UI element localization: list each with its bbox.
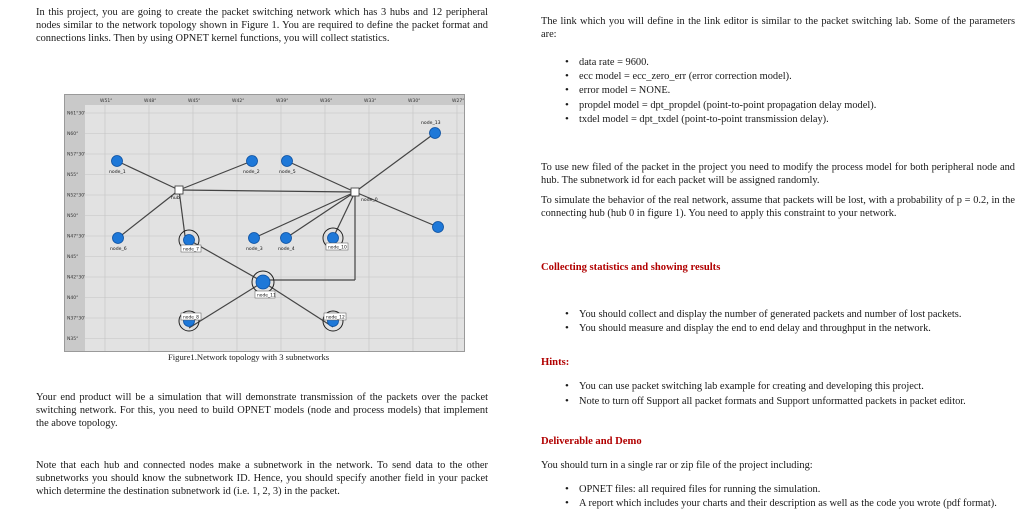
list-item: • txdel model = dpt_txdel (point-to-point transmission delay). — [541, 113, 1011, 126]
node-2-icon[interactable] — [247, 156, 258, 167]
collecting-heading: Collecting statistics and showing results — [541, 262, 721, 273]
map-area — [85, 105, 464, 351]
latitude-label: N37°30' — [67, 316, 86, 322]
node-14-icon[interactable] — [433, 222, 444, 233]
label-node-8: node_8 — [183, 315, 199, 321]
note-paragraph: Note that each hub and connected nodes make a subnetwork in the network. To send data to the other subnetworks you should know the subnetwork ID. Hence, you should specify another field in your packet which determine the destination subnetwork id (i.e. 1, 2, 3) in the packet. — [36, 460, 488, 498]
node-13-icon[interactable] — [430, 128, 441, 139]
label-node-2: node_2 — [243, 170, 260, 175]
topology-diagram — [65, 95, 464, 351]
node-3-icon[interactable] — [249, 233, 260, 244]
label-hub: hub — [171, 196, 180, 201]
intro-paragraph: In this project, you are going to create the packet switching network which has 3 hubs and 12 peripheral nodes similar to the network topology shown in Figure 1. You are required to define the packet format and connections links. Then by using OPNET kernel functions, you will collect statistics. — [36, 7, 488, 45]
list-item: • error model = NONE. — [541, 84, 1011, 97]
latitude-label: N57°30' — [67, 152, 86, 158]
longitude-label: W27° — [452, 99, 464, 104]
deliverables-list — [541, 483, 1011, 513]
hub-2-icon[interactable] — [351, 188, 359, 196]
network-topology-figure — [64, 94, 465, 352]
label-node-5: node_5 — [279, 170, 296, 175]
longitude-label: W33° — [364, 99, 377, 104]
list-item: • You should collect and display the number of generated packets and number of lost packets. — [541, 308, 1001, 321]
node-5-icon[interactable] — [282, 156, 293, 167]
label-node-1: node_1 — [109, 170, 126, 175]
label-node-3: node_3 — [246, 247, 263, 252]
longitude-label: W45° — [188, 99, 201, 104]
label-node-11: node_11 — [257, 293, 276, 299]
list-item: • propdel model = dpt_propdel (point-to-point propagation delay model). — [541, 99, 1011, 112]
list-item: • Note to turn off Support all packet formats and Support unformatted packets in packet editor. — [541, 395, 1001, 408]
list-item: • A report which includes your charts and their description as well as the code you wrote (pdf format). — [541, 497, 1011, 510]
node-6-icon[interactable] — [113, 233, 124, 244]
label-hub-2: node_0 — [361, 198, 378, 203]
node-10-icon[interactable] — [328, 233, 339, 244]
latitude-label: N60° — [67, 132, 79, 137]
latitude-label: N42°30' — [67, 275, 86, 281]
list-item: • You should measure and display the end to end delay and throughput in the network. — [541, 322, 1001, 335]
latitude-label: N52°30' — [67, 193, 86, 199]
label-node-10: node_10 — [328, 245, 347, 251]
latitude-label: N45° — [67, 255, 79, 260]
simulate-paragraph: To simulate the behavior of the real network, assume that packets will be lost, with a probability of p = 0.2, in the connecting hub (hub 0 in figure 1). You need to apply this constraint to your network. — [541, 195, 1015, 220]
latitude-label: N61°30' — [67, 111, 86, 117]
list-item: • OPNET files: all required files for running the simulation. — [541, 483, 1011, 496]
longitude-label: W42° — [232, 99, 245, 104]
hub-icon[interactable] — [175, 186, 183, 194]
longitude-label: W51° — [100, 99, 113, 104]
label-node-6: node_6 — [110, 247, 127, 252]
latitude-label: N40° — [67, 296, 79, 301]
latitude-label: N35° — [67, 337, 79, 342]
list-item: • You can use packet switching lab example for creating and developing this project. — [541, 380, 1001, 393]
figure-caption: Figure1.Network topology with 3 subnetworks — [168, 352, 330, 362]
latitude-label: N47°30' — [67, 234, 86, 240]
longitude-label: W30° — [408, 99, 421, 104]
deliverable-intro: You should turn in a single rar or zip file of the project including: — [541, 460, 813, 471]
node-4-icon[interactable] — [281, 233, 292, 244]
longitude-label: W48° — [144, 99, 157, 104]
hints-list — [541, 380, 1001, 411]
latitude-label: N55° — [67, 173, 79, 178]
list-item: • data rate = 9600. — [541, 56, 1011, 69]
deliverable-heading: Deliverable and Demo — [541, 436, 642, 447]
longitude-label: W36° — [320, 99, 333, 104]
product-paragraph: Your end product will be a simulation that will demonstrate transmission of the packets over the packet switching network. For this, you need to build OPNET models (node and process models) that implement the above topology. — [36, 392, 488, 430]
node-1-icon[interactable] — [112, 156, 123, 167]
label-node-13: node_13 — [421, 121, 441, 126]
label-node-12: node_12 — [326, 315, 345, 321]
longitude-label: W39° — [276, 99, 289, 104]
hints-heading: Hints: — [541, 357, 570, 368]
new-field-paragraph: To use new filed of the packet in the project you need to modify the process model for both peripheral node and hub. The subnetwork id for each packet will be assigned randomly. — [541, 162, 1015, 187]
list-item: • ecc model = ecc_zero_err (error correction model). — [541, 70, 1011, 83]
node-7-icon[interactable] — [184, 235, 195, 246]
hub-1-icon[interactable] — [256, 275, 270, 289]
link-intro-paragraph: The link which you will define in the link editor is similar to the packet switching lab. Some of the parameters are: — [541, 16, 1015, 41]
label-node-7: node_7 — [183, 247, 199, 253]
link-parameters-list — [541, 56, 1011, 127]
latitude-label: N50° — [67, 214, 79, 219]
label-node-4: node_4 — [278, 247, 295, 252]
top-ruler — [65, 95, 464, 105]
collect-list — [541, 308, 1001, 338]
